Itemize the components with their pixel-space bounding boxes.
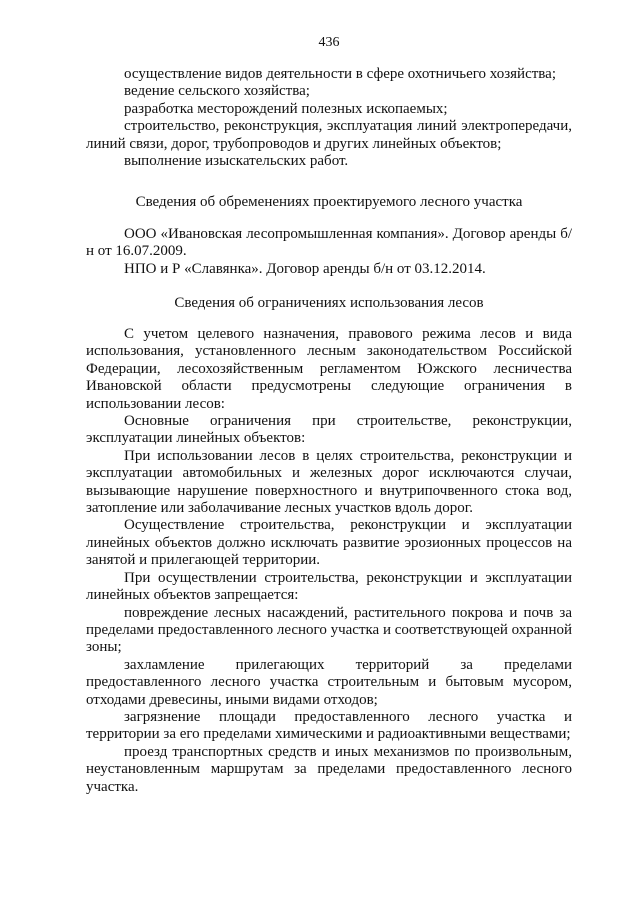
activity-item: выполнение изыскательских работ. (124, 153, 349, 170)
restriction-paragraph: проезд транспортных средств и иных механизмов по произвольным, неустановленным маршрутам за пределами предоставленного лесного участка. (86, 743, 572, 795)
activities-list (86, 66, 572, 170)
activity-item: строительство, реконструкция, эксплуатация линий электропередачи, линий связи, дорог, трубопроводов и других линейных объектов; (86, 118, 572, 152)
activity-item: разработка месторождений полезных ископаемых; (124, 100, 448, 117)
restriction-paragraph: При использовании лесов в целях строительства, реконструкции и эксплуатации автомобильных и железных дорог исключаются случаи, вызывающие нарушение поверхностного и внутрипочвенного стока вод, затопление или заболачивание лесных участков вдоль дорог. (86, 447, 572, 517)
restriction-paragraph: Основные ограничения при строительстве, реконструкции, эксплуатации линейных объектов: (86, 413, 572, 447)
restriction-paragraph: С учетом целевого назначения, правового режима лесов и вида использования, установленного лесным законодательством Российской Федерации, лесохозяйственным регламентом Южского лесничества Ивановской области предусмотрены следующие ограничения в использовании лесов: (86, 326, 572, 412)
encumbrance-list (86, 226, 572, 278)
restriction-paragraph: захламление прилегающих территорий за пределами предоставленного лесного участка строительным и бытовым мусором, отходами древесины, иными видами отходов; (86, 656, 572, 708)
page-number: 436 (318, 35, 340, 50)
restriction-paragraph: повреждение лесных насаждений, растительного покрова и почв за пределами предоставленного лесного участка и соответствующей охранной зоны; (86, 604, 572, 656)
activity-item: осуществление видов деятельности в сфере охотничьего хозяйства; (124, 66, 557, 82)
encumbrance-heading: Сведения об обременениях проектируемого лесного участка (135, 194, 523, 210)
activity-item: ведение сельского хозяйства; (124, 83, 310, 100)
restrictions-body (86, 326, 572, 796)
encumbrance-item: НПО и Р «Славянка». Договор аренды б/н от 03.12.2014. (124, 260, 486, 277)
encumbrance-section (86, 194, 572, 211)
encumbrance-item: ООО «Ивановская лесопромышленная компания». Договор аренды б/н от 16.07.2009. (86, 226, 572, 260)
restrictions-section (86, 295, 572, 312)
restrictions-heading: Сведения об ограничениях использования лесов (174, 295, 484, 311)
restriction-paragraph: загрязнение площади предоставленного лесного участка и территории за его пределами химическими и радиоактивными веществами; (86, 708, 572, 743)
restriction-paragraph: При осуществлении строительства, реконструкции и эксплуатации линейных объектов запрещается: (86, 569, 572, 604)
restriction-paragraph: Осуществление строительства, реконструкции и эксплуатации линейных объектов должно исключать развитие эрозионных процессов на занятой и прилегающей территории. (86, 517, 572, 569)
